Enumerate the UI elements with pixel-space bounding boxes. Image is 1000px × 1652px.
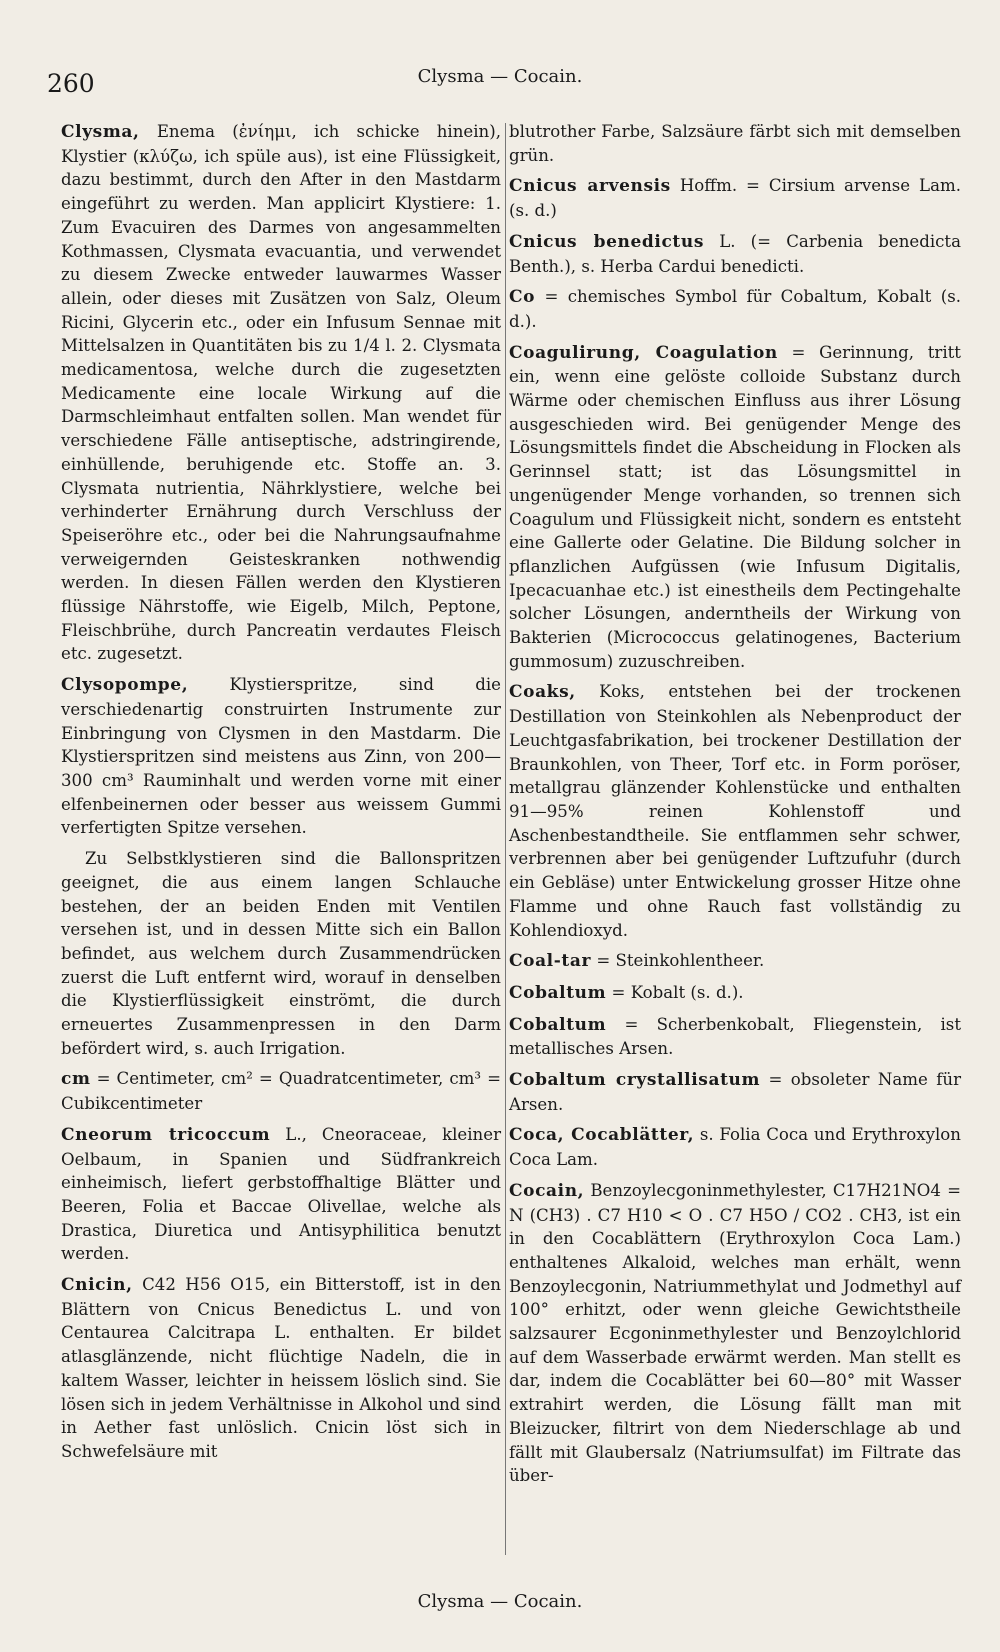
entry-cnicin <box>61 1273 501 1464</box>
entry-headword: cm <box>61 1069 91 1090</box>
entry-cnicin-continued <box>509 120 961 167</box>
entry-headword: Coaks, <box>509 682 576 703</box>
entry-headword: Co <box>509 287 536 308</box>
page-number: 260 <box>47 69 95 98</box>
entry-coaks <box>509 680 961 942</box>
entry-cobaltum-1 <box>509 981 961 1006</box>
entry-coca <box>509 1123 961 1171</box>
running-foot: Clysma — Cocain. <box>417 1591 583 1612</box>
entry-text: blutrother Farbe, Salzsäure färbt sich mit demselben grün. <box>509 122 961 165</box>
entry-clysopompe <box>61 673 501 840</box>
entry-text: = obsoleter Name für Arsen. <box>509 1070 962 1114</box>
entry-text: = Scherbenkobalt, Fliegenstein, ist metallisches Arsen. <box>509 1014 961 1059</box>
entry-headword: Cneorum tricoccum <box>61 1124 271 1145</box>
entry-text: Benzoylecgoninmethylester, C17H21NO4 = N (CH3) . C7 H10 < O . C7 H5O / CO2 . CH3, ist ein in den Cocablättern (Erythroxylon Coca Lam.) enthaltenes Alkaloid, welches man erhält, wenn Benzoylecgonin, Natriummethylat und Jodmethyl auf 100° erhitzt, oder wenn gleiche Gewichtstheile salzsaurer Ecgoninmethylester und Benzoylchlorid auf dem Wasserbade erwärmt werden. Man stellt es dar, indem die Cocablätter bei 60—80° mit Wasser extrahirt werden, die Lösung fällt man mit Bleizucker, filtrirt von dem Niederschlage ab und fällt mit Glaubersalz (Natriumsulfat) im Filtrate das über- <box>509 1180 961 1486</box>
entry-clysma <box>61 120 501 666</box>
entry-headword: Clysopompe, <box>61 675 189 696</box>
left-column <box>61 120 501 1471</box>
entry-text: C42 H56 O15, ein Bitterstoff, ist in den Blättern von Cnicus Benedictus L. und von Centaurea Calcitrapa L. enthalten. Er bildet atlasglänzende, nicht flüchtige Nadeln, die in kaltem Wasser, leichter in heissem löslich sind. Sie lösen sich in jedem Verhältnisse in Alkohol und sind in Aether fast unlöslich. Cnicin löst sich in Schwefelsäure mit <box>61 1275 501 1461</box>
entry-clysopompe-continued <box>61 847 501 1060</box>
entry-headword: Cobaltum <box>509 1014 607 1035</box>
entry-headword: Cocain, <box>509 1180 585 1201</box>
entry-headword: Coal-tar <box>509 951 592 972</box>
entry-coagulirung <box>509 341 961 674</box>
entry-text: Hoffm. = Cirsium arvense Lam. (s. d.) <box>509 176 961 221</box>
right-column <box>509 120 961 1495</box>
entry-coal-tar <box>509 949 961 974</box>
entry-text: L., Cneoraceae, kleiner Oelbaum, in Spanien und Südfrankreich einheimisch, liefert gerbstoffhaltige Blätter und Beeren, Folia et Baccae Olivellae, welche als Drastica, Diuretica und Antisyphilitica benutzt werden. <box>61 1124 501 1264</box>
entry-text: s. Folia Coca und Erythroxylon Coca Lam. <box>509 1125 961 1170</box>
entry-cneorum <box>61 1123 501 1266</box>
entry-cnicus-arvensis <box>509 174 961 222</box>
entry-headword: Cobaltum crystallisatum <box>509 1070 761 1091</box>
entry-cm <box>61 1067 501 1115</box>
entry-text: = Kobalt (s. d.). <box>611 982 744 1002</box>
entry-headword: Cnicin, <box>61 1275 133 1296</box>
entry-headword: Clysma, <box>61 122 140 142</box>
entry-text: Koks, entstehen bei der trockenen Destillation von Steinkohlen als Nebenproduct der Leuchtgasfabrikation, bei trockener Destillation der Braunkohlen, von Theer, Torf etc. in Form poröser, metallgrau glänzender Kohlenstücke und enthalten 91—95% reinen Kohlenstoff und Aschenbestandtheile. Sie entflammen sehr schwer, verbrennen aber bei genügender Luftzufuhr (durch ein Gebläse) unter Entwickelung grosser Hitze ohne Flamme und ohne Rauch fast vollständig zu Kohlendioxyd. <box>509 682 961 940</box>
column-divider <box>505 123 506 1555</box>
entry-headword: Cnicus arvensis <box>509 176 671 197</box>
entry-text: = Centimeter, cm² = Quadratcentimeter, cm³ = Cubikcentimeter <box>61 1069 501 1114</box>
entry-text: = Gerinnung, tritt ein, wenn eine gelöste colloide Substanz durch Wärme oder chemischen Einfluss aus ihrer Lösung ausgeschieden wird. Bei genügender Menge des Lösungsmittels findet die Abscheidung in Flocken als Gerinnsel statt; ist das Lösungsmittel in ungenügender Menge vorhanden, so trennen sich Coagulum und Flüssigkeit nicht, sondern es entsteht eine Gallerte oder Gelatine. Die Bildung solcher in pflanzlichen Aufgüssen (wie Infusum Digitalis, Ipecacuanhae etc.) ist einestheils dem Pectingehalte solcher Lösungen, anderntheils der Wirkung von Bakterien (Micrococcus gelatinogenes, Bacterium gummosum) zuzuschreiben. <box>509 342 961 671</box>
entry-headword: Coca, Cocablätter, <box>509 1125 695 1146</box>
entry-text: = Steinkohlentheer. <box>596 951 765 971</box>
entry-headword: Cnicus benedictus <box>509 231 705 252</box>
entry-cnicus-benedictus <box>509 230 961 278</box>
entry-headword: Coagulirung, Coagulation <box>509 342 778 363</box>
entry-co <box>509 285 961 333</box>
entry-text: Klystierspritze, sind die verschiedenartig construirten Instrumente zur Einbringung von Clysmen in den Mastdarm. Die Klystierspritzen sind meistens aus Zinn, von 200—300 cm³ Rauminhalt und werden vorne mit einer elfenbeinernen oder besser aus weissem Gummi verfertigten Spitze versehen. <box>61 675 501 838</box>
entry-cocain <box>509 1179 961 1488</box>
entry-text: Zu Selbstklystieren sind die Ballonspritzen geeignet, die aus einem langen Schlauche bestehen, der an beiden Enden mit Ventilen versehen ist, und in dessen Mitte sich ein Ballon befindet, aus welchem durch Zusammendrücken zuerst die Luft entfernt wird, worauf in denselben die Klystierflüssigkeit einströmt, die durch erneuertes Zusammenpressen in den Darm befördert wird, s. auch Irrigation. <box>61 849 501 1058</box>
entry-headword: Cobaltum <box>509 982 607 1003</box>
running-head: Clysma — Cocain. <box>417 66 583 87</box>
entry-text: Enema (ἐνίημι, ich schicke hinein), Klystier (κλύζω, ich spüle aus), ist eine Flüssigkeit, dazu bestimmt, durch den After in den Mastdarm eingeführt zu werden. Man applicirt Klystiere: 1. Zum Evacuiren des Darmes von angesammelten Kothmassen, Clysmata evacuantia, und verwendet zu diesem Zwecke entweder lauwarmes Wasser allein, oder dieses mit Zusätzen von Salz, Oleum Ricini, Glycerin etc., oder ein Infusum Sennae mit Mittelsalzen in Quantitäten bis zu 1/4 l. 2. Clysmata medicamentosa, welche durch die zugesetzten Medicamente eine locale Wirkung auf die Darmschleimhaut entfalten sollen. Man wendet für verschiedene Fälle antiseptische, adstringirende, einhüllende, beruhigende etc. Stoffe an. 3. Clysmata nutrientia, Nährklystiere, welche bei verhinderter Ernährung durch Verschluss der Speiseröhre etc., oder bei die Nahrungsaufnahme verweigernden Geisteskranken nothwendig werden. In diesen Fällen werden den Klystieren flüssige Nährstoffe, wie Eigelb, Milch, Peptone, Fleischbrühe, durch Pancreatin verdautes Fleisch etc. zugesetzt. <box>61 122 501 664</box>
entry-cobaltum-2 <box>509 1013 961 1061</box>
entry-cobaltum-crystallisatum <box>509 1068 961 1116</box>
entry-text: L. (= Carbenia benedicta Benth.), s. Herba Cardui benedicti. <box>509 231 961 276</box>
entry-text: = chemisches Symbol für Cobaltum, Kobalt (s. d.). <box>509 287 961 331</box>
